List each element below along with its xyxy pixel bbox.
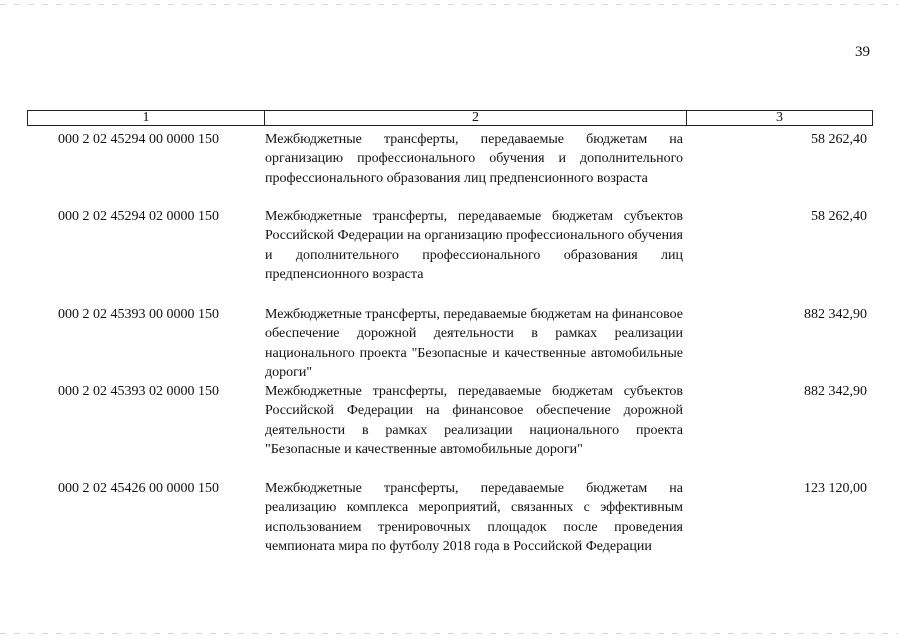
header-col-3: 3: [776, 110, 783, 125]
row-amount: 58 262,40: [811, 209, 867, 224]
budget-code: 000 2 02 45294 02 0000 150: [58, 209, 219, 224]
row-amount: 123 120,00: [804, 481, 867, 496]
table-header: [27, 110, 873, 126]
row-amount: 882 342,90: [804, 307, 867, 322]
row-description: Межбюджетные трансферты, передаваемые бюджетам субъектов Российской Федерации на организацию профессионального обучения и дополнительного профессионального образования лиц предпенсионного возраста: [265, 209, 683, 283]
budget-code: 000 2 02 45393 02 0000 150: [58, 384, 219, 399]
row-amount: 58 262,40: [811, 132, 867, 147]
row-description: Межбюджетные трансферты, передаваемые бюджетам на финансовое обеспечение дорожной деятельности в рамках реализации национального проекта "Безопасные и качественные автомобильные дороги": [265, 307, 683, 381]
budget-code: 000 2 02 45426 00 0000 150: [58, 481, 219, 496]
row-amount: 882 342,90: [804, 384, 867, 399]
row-description: Межбюджетные трансферты, передаваемые бюджетам субъектов Российской Федерации на финансовое обеспечение дорожной деятельности в рамках реализации национального проекта "Безопасные и качественные автомобильные дороги": [265, 384, 683, 458]
row-description: Межбюджетные трансферты, передаваемые бюджетам на реализацию комплекса мероприятий, связанных с эффективным использованием тренировочных площадок после проведения чемпионата мира по футболу 2018 года в Российской Федерации: [265, 481, 683, 555]
header-col-1: 1: [28, 111, 265, 125]
header-col-2: 2: [265, 111, 687, 125]
budget-code: 000 2 02 45294 00 0000 150: [58, 132, 219, 147]
scan-artifact-top: [0, 4, 898, 5]
row-description: Межбюджетные трансферты, передаваемые бюджетам на организацию профессионального обучения и дополнительного профессионального образования лиц предпенсионного возраста: [265, 132, 683, 186]
budget-code: 000 2 02 45393 00 0000 150: [58, 307, 219, 322]
scan-artifact-bottom: [0, 633, 898, 634]
page-number: 39: [855, 44, 870, 60]
